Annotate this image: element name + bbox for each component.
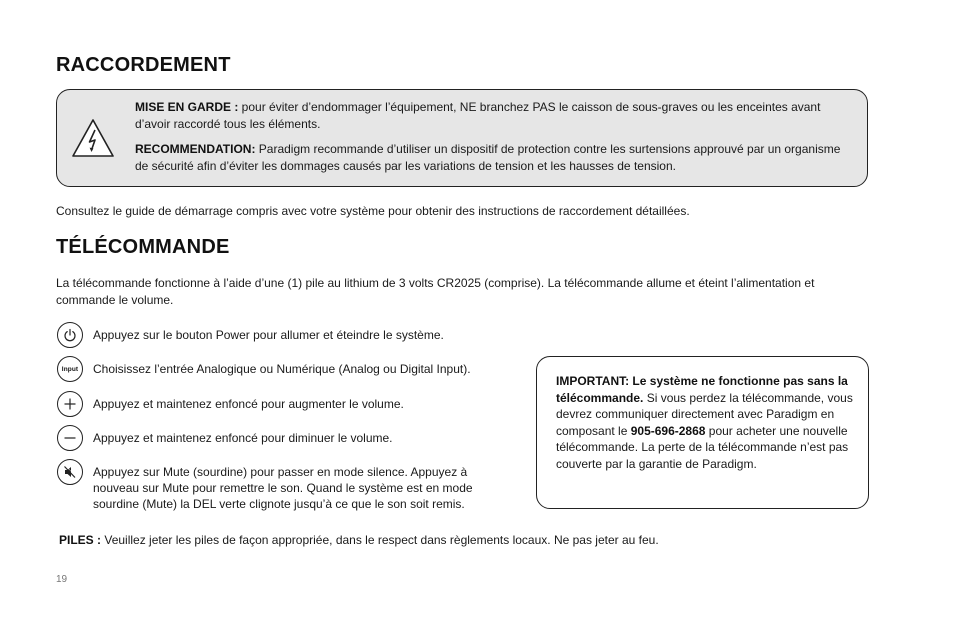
batteries-notice xyxy=(59,532,659,549)
remote-item-volume-up: Appuyez et maintenez enfoncé pour augmenter le volume. xyxy=(93,397,404,411)
important-label: IMPORTANT: Le système ne fonctionne pas sans la télécommande. xyxy=(556,374,848,405)
input-icon xyxy=(57,356,83,382)
warning-paragraph xyxy=(135,99,845,132)
important-body-2: pour acheter une nouvelle télécommande. La perte de la télécommande n’est pas couverte par la garantie de Paradigm. xyxy=(556,423,849,471)
batteries-text: Veuillez jeter les piles de façon appropriée, dans le respect dans règlements locaux. Ne pas jeter au feu. xyxy=(101,533,659,547)
mute-icon xyxy=(57,459,83,485)
warning-body: pour éviter d’endommager l’équipement, NE branchez PAS le caisson de sous-graves ou les enceintes avant d’avoir raccordé tous les éléments. xyxy=(135,100,821,131)
guide-text: Consultez le guide de démarrage compris avec votre système pour obtenir des instructions de raccordement détaillées. xyxy=(56,204,690,218)
recommendation-body: Paradigm recommande d’utiliser un dispositif de protection contre les surtensions approuvé par un organisme de sécurité afin d’éviter les dommages causés par les variations de tension et les hausses de tension. xyxy=(135,142,841,173)
batteries-label: PILES : xyxy=(59,533,102,547)
input-icon-label: Input xyxy=(61,365,79,373)
important-notice-text xyxy=(556,373,864,472)
warning-text xyxy=(135,99,845,183)
important-phone: 905-696-2868 xyxy=(630,423,706,438)
recommendation-paragraph xyxy=(135,141,845,174)
recommendation-label: RECOMMENDATION: xyxy=(135,142,256,156)
power-icon xyxy=(57,322,83,348)
remote-item-volume-down: Appuyez et maintenez enfoncé pour diminuer le volume. xyxy=(93,431,393,445)
remote-item-power: Appuyez sur le bouton Power pour allumer et éteindre le système. xyxy=(93,328,444,342)
warning-box xyxy=(56,89,868,187)
plus-icon xyxy=(57,391,83,417)
remote-item-input: Choisissez l’entrée Analogique ou Numérique (Analog ou Digital Input). xyxy=(93,362,471,376)
remote-item-mute: Appuyez sur Mute (sourdine) pour passer en mode silence. Appuyez à nouveau sur Mute pour remettre le son. Quand le système est en mode sourdine (Mute) la DEL verte clignote jusqu’à ce que le son soit remis. xyxy=(93,465,473,511)
warning-label: MISE EN GARDE : xyxy=(135,100,239,114)
section-title-remote: TÉLÉCOMMANDE xyxy=(56,236,230,258)
minus-icon xyxy=(57,425,83,451)
section-title-connection: RACCORDEMENT xyxy=(56,54,231,76)
high-voltage-warning-icon xyxy=(71,118,115,158)
page-number: 19 xyxy=(56,574,68,585)
important-body-1: Si vous perdez la télécommande, vous devrez communiquer directement avec Paradigm en composant le xyxy=(556,390,853,438)
remote-intro: La télécommande fonctionne à l’aide d’une (1) pile au lithium de 3 volts CR2025 (comprise). La télécommande allume et éteint l’alimentation et commande le volume. xyxy=(56,276,815,307)
important-notice-box xyxy=(536,356,869,509)
